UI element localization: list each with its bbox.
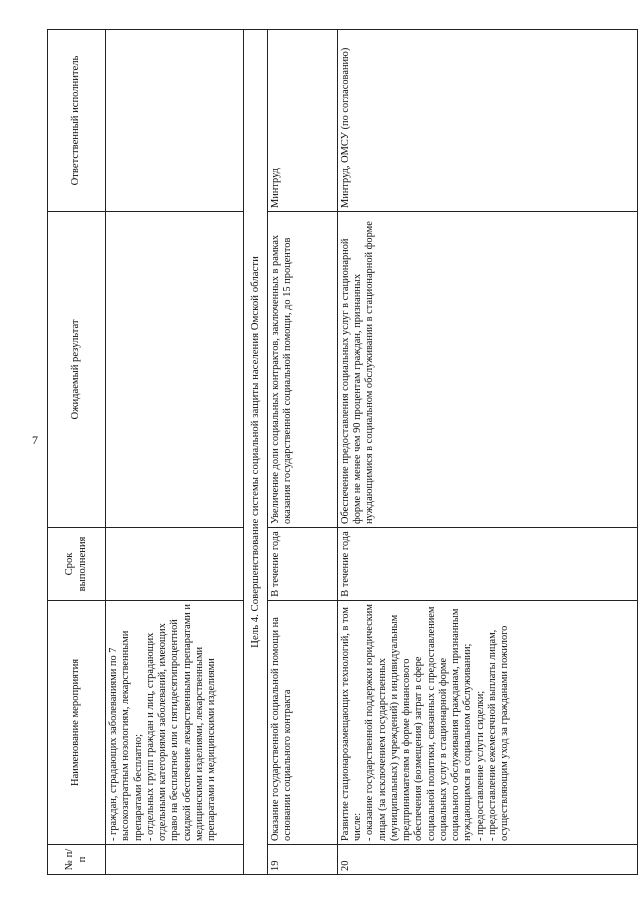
- header-result: Ожидаемый результат: [48, 212, 106, 528]
- row-20-num: 20: [337, 845, 637, 875]
- row-20-deadline: В течение года: [337, 528, 637, 601]
- rotated-page-content: [5, 0, 640, 905]
- continuation-executor-cell: [106, 30, 244, 212]
- measures-table: [47, 29, 638, 875]
- header-name: Наименование мероприятия: [48, 601, 106, 845]
- continuation-result-cell: [106, 212, 244, 528]
- table-row: [337, 30, 637, 875]
- header-executor: Ответственный исполнитель: [48, 30, 106, 212]
- continuation-num-cell: [106, 845, 244, 875]
- table-row: [267, 30, 337, 875]
- page-number: 7: [32, 433, 38, 447]
- row-19-result: Увеличение доли социальных контрактов, заключенных в рамках оказания государственной социальной помощи, до 15 процентов: [267, 212, 337, 528]
- row-19-deadline: В течение года: [267, 528, 337, 601]
- continuation-name-cell: - граждан, страдающих заболеваниями по 7 высокозатратным нозологиям, лекарственными препаратами бесплатно; - отдельных групп граждан и лиц, страдающих отдельными категориями заболеваний, имеющих право на бесплатное или с пятидесятипроцентной скидкой обеспечение лекарственными препаратами и медицинскими изделиями, лекарственными препаратами и медицинскими изделиями: [106, 601, 244, 845]
- row-20-result: Обеспечение предоставления социальных услуг в стационарной форме не менее чем 90 процентам граждан, признанных нуждающимися в социальном обслуживании в стационарной форме: [337, 212, 637, 528]
- row-20-name: Развитие стационарозамещающих технологий, в том числе: - оказание государственной поддержки юридическим лицам (за исключением государственных (муниципальных) учреждений) и индивидуальным предпринимателям в форме финансового обеспечения (возмещения) затрат в сфере социальной политики, связанных с предоставлением социальных услуг в стационарной форме социального обслуживания гражданам, признанным нуждающимся в социальном обслуживании; - предоставление услуги сиделки; - предоставление ежемесячной выплаты лицам, осуществляющим уход за гражданами пожилого: [337, 601, 637, 845]
- table-row-continuation: [106, 30, 244, 875]
- goal-row: [244, 30, 268, 875]
- table-header-row: [48, 30, 106, 875]
- row-20-executor: Минтруд, ОМСУ (по согласованию): [337, 30, 637, 212]
- goal-heading: Цель 4. Совершенствование системы социальной защиты населения Омской области: [244, 30, 268, 875]
- row-19-name: Оказание государственной социальной помощи на основании социального контракта: [267, 601, 337, 845]
- header-num: № п/п: [48, 845, 106, 875]
- header-deadline: Срок выполнения: [48, 528, 106, 601]
- row-19-executor: Минтруд: [267, 30, 337, 212]
- continuation-deadline-cell: [106, 528, 244, 601]
- row-19-num: 19: [267, 845, 337, 875]
